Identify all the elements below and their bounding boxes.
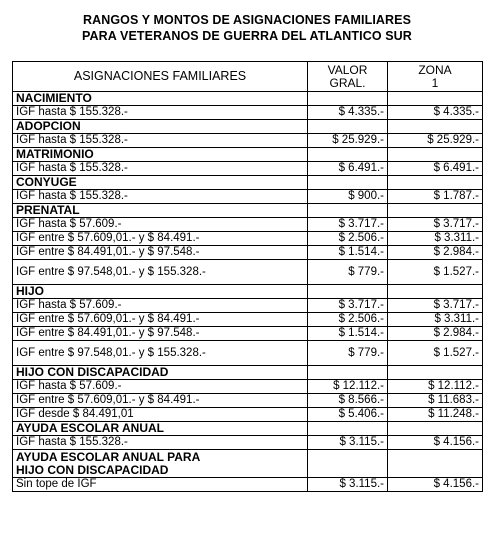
row-zona-1: $ 3.311.- [388, 232, 483, 246]
section-row [13, 120, 483, 134]
row-label: IGF entre $ 57.609,01.- y $ 84.491.- [13, 313, 308, 327]
table-row [13, 299, 483, 313]
header-zona-line2: 1 [431, 75, 439, 90]
header-asignaciones: ASIGNACIONES FAMILIARES [13, 62, 308, 92]
row-label: IGF hasta $ 155.328.- [13, 162, 308, 176]
row-zona-1: $ 3.311.- [388, 313, 483, 327]
section-title: HIJO [13, 285, 308, 299]
row-valor-gral: $ 4.335.- [308, 106, 388, 120]
row-valor-gral: $ 6.491.- [308, 162, 388, 176]
row-label: IGF hasta $ 57.609.- [13, 299, 308, 313]
table-row [13, 313, 483, 327]
section-row [13, 422, 483, 436]
section-row [13, 450, 483, 478]
row-zona-1: $ 4.156.- [388, 436, 483, 450]
row-valor-gral: $ 3.717.- [308, 218, 388, 232]
row-valor-gral: $ 2.506.- [308, 232, 388, 246]
section-row [13, 92, 483, 106]
row-valor-gral: $ 3.717.- [308, 299, 388, 313]
section-title: MATRIMONIO [13, 148, 308, 162]
row-zona-1: $ 4.156.- [388, 478, 483, 492]
table-row [13, 478, 483, 492]
row-zona-1: $ 1.527.- [388, 260, 483, 285]
table-row [13, 394, 483, 408]
section-title-line2: HIJO CON DISCAPACIDAD [16, 462, 169, 477]
section-title: CONYUGE [13, 176, 308, 190]
table-row [13, 232, 483, 246]
section-title: HIJO CON DISCAPACIDAD [13, 366, 308, 380]
row-label: IGF entre $ 97.548,01.- y $ 155.328.- [13, 341, 308, 366]
section-title: NACIMIENTO [13, 92, 308, 106]
row-zona-1: $ 25.929.- [388, 134, 483, 148]
row-zona-1: $ 11.683.- [388, 394, 483, 408]
row-label: IGF entre $ 84.491,01.- y $ 97.548.- [13, 327, 308, 341]
table-row [13, 327, 483, 341]
row-label: Sin tope de IGF [13, 478, 308, 492]
section-title: AYUDA ESCOLAR ANUAL [13, 422, 308, 436]
header-valor-line2: GRAL. [329, 75, 366, 90]
row-label: IGF desde $ 84.491,01 [13, 408, 308, 422]
row-valor-gral: $ 3.115.- [308, 478, 388, 492]
row-valor-gral: $ 5.406.- [308, 408, 388, 422]
row-zona-1: $ 2.984.- [388, 327, 483, 341]
row-label: IGF hasta $ 155.328.- [13, 436, 308, 450]
section-title: PRENATAL [13, 204, 308, 218]
table-header-row [13, 62, 483, 92]
row-valor-gral: $ 3.115.- [308, 436, 388, 450]
section-title: ADOPCION [13, 120, 308, 134]
section-title-line1: AYUDA ESCOLAR ANUAL PARA [16, 449, 201, 464]
header-zona-1 [388, 62, 483, 92]
row-zona-1: $ 2.984.- [388, 246, 483, 260]
row-zona-1: $ 1.787.- [388, 190, 483, 204]
title-line-2: PARA VETERANOS DE GUERRA DEL ATLANTICO SUR [82, 29, 412, 43]
table-row [13, 408, 483, 422]
row-label: IGF entre $ 57.609,01.- y $ 84.491.- [13, 394, 308, 408]
table-row [13, 260, 483, 285]
section-row [13, 285, 483, 299]
section-title [13, 450, 308, 478]
row-label: IGF entre $ 57.609,01.- y $ 84.491.- [13, 232, 308, 246]
section-row [13, 148, 483, 162]
row-zona-1: $ 11.248.- [388, 408, 483, 422]
table-row [13, 380, 483, 394]
row-label: IGF entre $ 97.548,01.- y $ 155.328.- [13, 260, 308, 285]
row-label: IGF hasta $ 57.609.- [13, 218, 308, 232]
row-label: IGF hasta $ 155.328.- [13, 106, 308, 120]
row-zona-1: $ 1.527.- [388, 341, 483, 366]
row-zona-1: $ 6.491.- [388, 162, 483, 176]
section-row [13, 204, 483, 218]
row-valor-gral: $ 1.514.- [308, 246, 388, 260]
row-valor-gral: $ 779.- [308, 341, 388, 366]
document-title [0, 12, 494, 44]
table-row [13, 106, 483, 120]
table-row [13, 246, 483, 260]
row-valor-gral: $ 900.- [308, 190, 388, 204]
table-row [13, 436, 483, 450]
row-label: IGF hasta $ 155.328.- [13, 134, 308, 148]
allowances-table [12, 61, 483, 492]
row-zona-1: $ 4.335.- [388, 106, 483, 120]
row-valor-gral: $ 8.566.- [308, 394, 388, 408]
header-zona-line1: ZONA [418, 62, 452, 77]
row-zona-1: $ 12.112.- [388, 380, 483, 394]
row-label: IGF hasta $ 57.609.- [13, 380, 308, 394]
section-row [13, 176, 483, 190]
row-valor-gral: $ 1.514.- [308, 327, 388, 341]
row-label: IGF hasta $ 155.328.- [13, 190, 308, 204]
table-row [13, 190, 483, 204]
row-valor-gral: $ 12.112.- [308, 380, 388, 394]
row-valor-gral: $ 779.- [308, 260, 388, 285]
title-line-1: RANGOS Y MONTOS DE ASIGNACIONES FAMILIARES [82, 13, 412, 27]
row-zona-1: $ 3.717.- [388, 218, 483, 232]
section-row [13, 366, 483, 380]
row-valor-gral: $ 2.506.- [308, 313, 388, 327]
row-zona-1: $ 3.717.- [388, 299, 483, 313]
row-label: IGF entre $ 84.491,01.- y $ 97.548.- [13, 246, 308, 260]
table-row [13, 134, 483, 148]
header-valor-line1: VALOR [327, 62, 368, 77]
header-valor-gral [308, 62, 388, 92]
table-row [13, 162, 483, 176]
table-row [13, 341, 483, 366]
table-row [13, 218, 483, 232]
row-valor-gral: $ 25.929.- [308, 134, 388, 148]
